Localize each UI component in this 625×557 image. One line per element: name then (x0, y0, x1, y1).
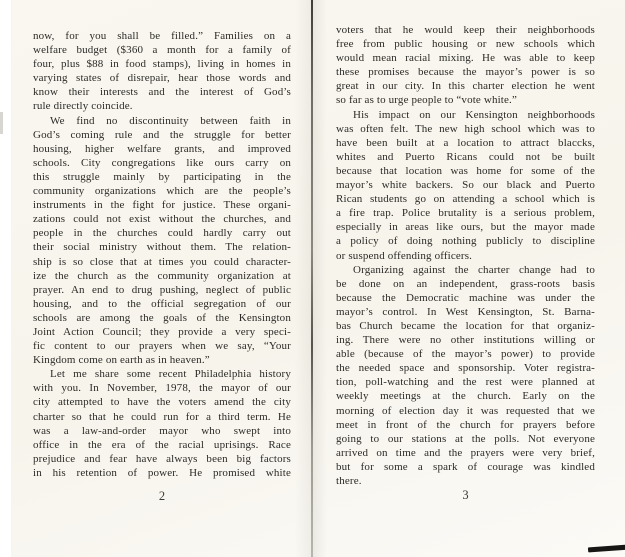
page-edge-notch (0, 112, 3, 134)
text-line: meet in front of the church for prayers before (336, 418, 595, 431)
text-line: now, for you shall be filled.” Families on a (33, 30, 291, 42)
text-line: free from public housing or new schools which (336, 38, 595, 51)
text-line: this struggle mainly by participating in the (33, 170, 291, 183)
text-line: Joint Action Council; they provide a very speci- (33, 325, 291, 338)
text-line: know their interests and the interest of God’s (33, 86, 291, 99)
text-line: tion, poll-watching and the rest were planned at (336, 376, 595, 389)
text-line: city attempted to have the voters amend the city (33, 396, 291, 409)
text-line: mayor’s white backers. So our black and Puerto (336, 179, 595, 192)
text-line: there. (336, 475, 362, 487)
text-line: bas Church became the location for that organiz- (336, 319, 595, 332)
text-line: their social ministry without them. The relation- (33, 241, 291, 254)
text-line: whites and Puerto Ricans could not be built (336, 150, 595, 163)
text-line: was a law-and-order mayor who swept into (33, 424, 291, 437)
text-line: instruments in the fight for justice. These organi- (33, 199, 291, 212)
text-line: ship is so close that at times you could character- (33, 255, 291, 268)
text-line: because the Democratic machine was under the (336, 291, 595, 304)
text-line: Kingdom come on earth as in heaven.” (33, 354, 210, 367)
text-line: office in the era of the racial uprisings. Race (33, 438, 291, 451)
text-line: because that location was home for some of the (336, 164, 595, 177)
scanner-edge-strip (0, 0, 12, 557)
page-left-text-column (33, 29, 291, 480)
text-line: or suspend offending officers. (336, 249, 473, 262)
text-line: ize the church as the community organization at (33, 269, 291, 282)
text-line: be done on an independent, grass-roots basis (336, 277, 595, 290)
text-line: mayor’s control. In West Kensington, St. Barna- (336, 305, 595, 318)
gutter-shadow-right (313, 0, 327, 557)
text-line: housing, higher welfare grants, and improved (33, 142, 291, 155)
text-line: weekly meetings at the church. Early on the (336, 390, 595, 403)
text-line: welfare budget ($360 a month for a family of (33, 44, 291, 57)
text-line: with you. In November, 1978, the mayor of our (33, 382, 291, 395)
text-line: community organizations which are the people’s (33, 185, 291, 198)
text-line: schools. City congregations like ours carry on (33, 156, 291, 169)
text-line: charter so that he could run for a third term. He (33, 410, 291, 423)
text-line: God’s coming rule and the struggle for better (33, 128, 291, 141)
text-line: prejudice and fear have always been big factors (33, 452, 291, 465)
text-line: Rican students go on attending a school which is (336, 193, 595, 206)
text-line: a policy of doing nothing publicly to discipline (336, 235, 595, 248)
page-number-left: 2 (158, 489, 166, 503)
text-line: Let me share some recent Philadelphia history (50, 368, 291, 381)
text-line: people in the churches could hardly carry out (33, 227, 291, 240)
text-line: have been built at a location to attract blaccks, (336, 136, 595, 149)
text-line: varying states of disrepair, hear those words and (33, 72, 291, 85)
text-line: the needed space and sponsorship. Voter registra- (336, 362, 595, 375)
text-line: arrived on time and the prayers were very brief, (336, 446, 595, 459)
text-line: rule directly coincide. (33, 100, 133, 113)
text-line: Organizing against the charter change had to (353, 263, 595, 276)
text-line: His impact on our Kensington neighborhoods (353, 108, 595, 121)
text-line: able (because of the mayor’s power) to provide (336, 348, 595, 361)
page-number-right: 3 (462, 488, 469, 502)
text-line: going to our stations at the polls. Not everyone (336, 432, 595, 445)
text-line: fic content to our prayers when we say, “Your (33, 340, 291, 353)
text-line: zations could not exist without the churches, and (33, 213, 291, 226)
text-line: a fire trap. Police brutality is a serious problem, (336, 207, 595, 220)
text-line: so far as to urge people to “vote white.” (336, 94, 517, 107)
text-line: was often felt. The new high school which was to (336, 122, 595, 135)
text-line: prayer. An end to drug pushing, neglect of public (33, 283, 291, 296)
text-line: morning of election day it was requested that we (336, 404, 595, 417)
text-line: great in our city. In this charter election he went (336, 80, 595, 93)
text-line: would mean racial mixing. He was able to keep (336, 52, 595, 65)
text-line: these promises because the mayor’s power is so (336, 66, 595, 79)
text-line: in his retention of power. He promised white (33, 466, 291, 479)
text-line: four, plus $88 in food stamps), living in homes in (33, 58, 291, 71)
text-line: ing. There were no other institutions willing or (336, 334, 595, 347)
text-line: housing, and to the official segregation of our (33, 297, 291, 310)
page-right-text-column (336, 23, 595, 488)
text-line: especially in areas like ours, but the mayor made (336, 221, 595, 234)
text-line: but for some a spark of courage was kindled (336, 460, 595, 473)
text-line: voters that he would keep their neighborhoods (336, 24, 595, 36)
text-line: schools are among the goals of the Kensington (33, 311, 291, 324)
scan-corner-mark (588, 545, 625, 553)
gutter-shadow-left (295, 0, 311, 557)
text-line: We find no discontinuity between faith in (50, 114, 291, 127)
